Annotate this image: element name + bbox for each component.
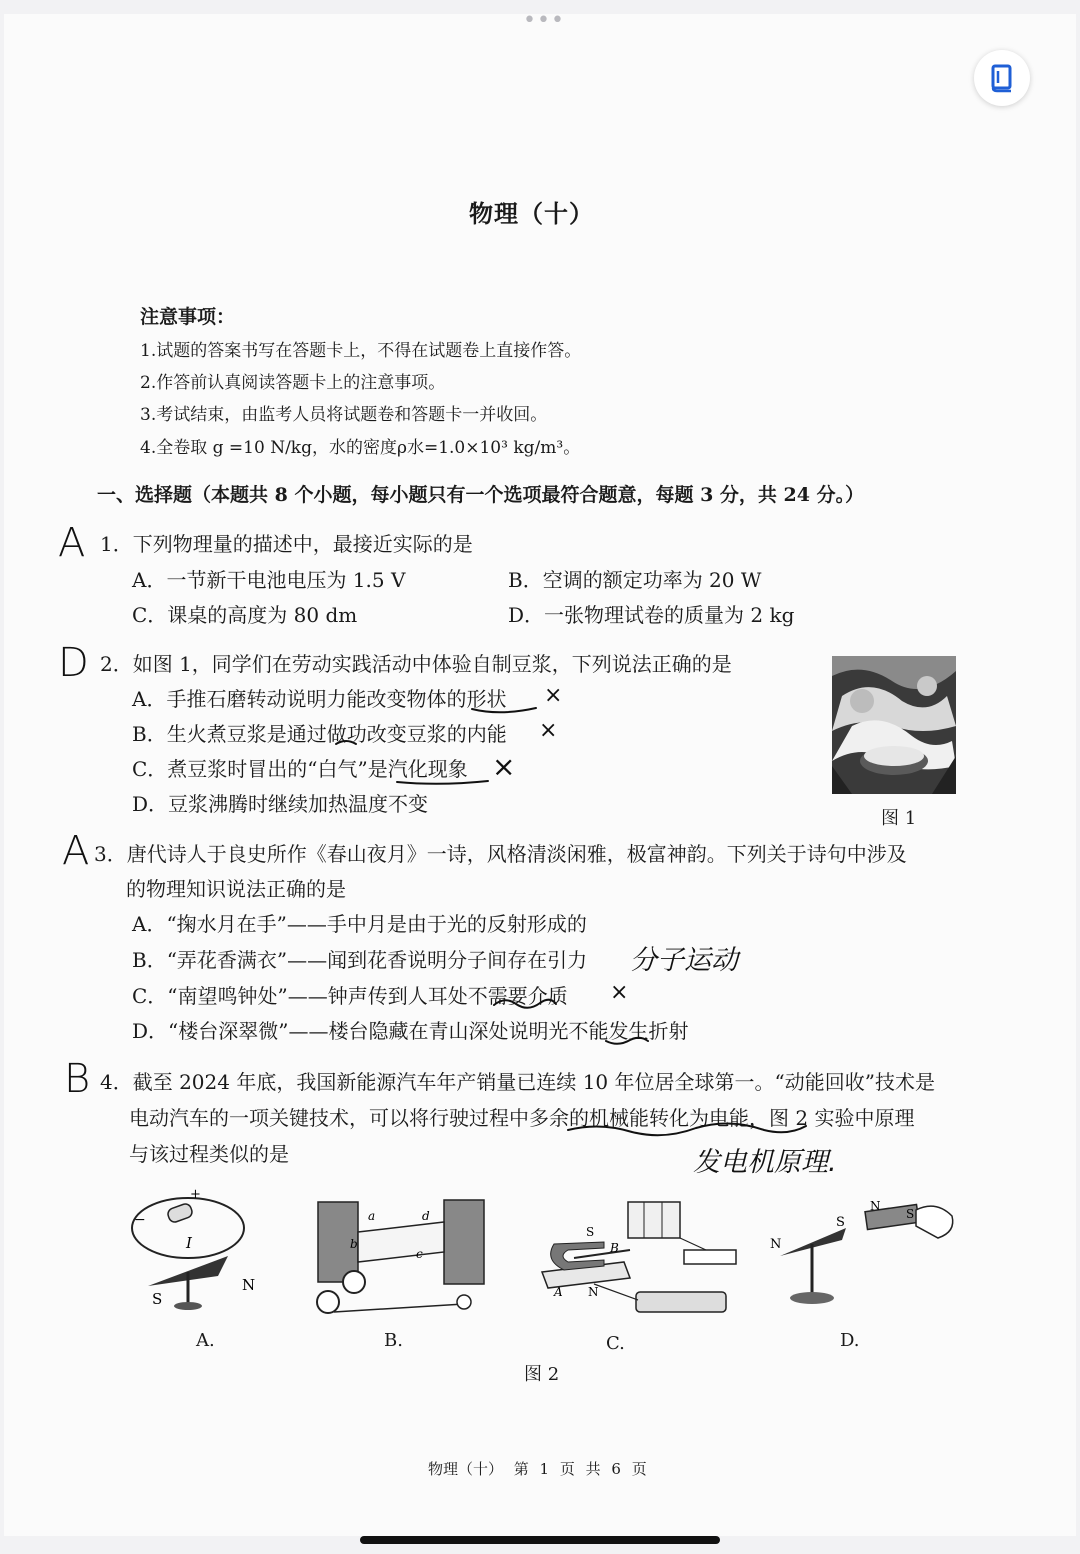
question-2-option-c: C．煮豆浆时冒出的“白气”是汽化现象: [132, 757, 468, 781]
figure-2a-current: I: [186, 1234, 192, 1252]
figure-2b-a: a: [368, 1209, 376, 1223]
notice-item: 4.全卷取 g =10 N/kg，水的密度ρ水=1.0×10³ kg/m³。: [140, 438, 581, 458]
question-4-stem-line3: 与该过程类似的是: [129, 1142, 289, 1166]
figure-2c-south: S: [586, 1225, 595, 1239]
question-3-option-c: C．“南望鸣钟处”——钟声传到人耳处不需要介质: [132, 984, 568, 1008]
figure-2a-diagram: [128, 1186, 256, 1316]
question-4-stem-line1: 4．截至 2024 年底，我国新能源汽车年产销量已连续 10 年位居全球第一。“动能回收”技术是: [100, 1070, 935, 1094]
notice-item: 3.考试结束，由监考人员将试题卷和答题卡一并收回。: [140, 405, 548, 425]
question-2-option-a: A．手推石磨转动说明力能改变物体的形状: [132, 687, 507, 711]
figure-2-option-b: B.: [384, 1330, 403, 1351]
question-1-option-b: B．空调的额定功率为 20 W: [508, 568, 762, 592]
handwritten-answer-q3: A: [62, 828, 90, 874]
page-footer: 物理（十） 第 1 页 共 6 页: [428, 1460, 647, 1478]
figure-2b-c: c: [416, 1247, 423, 1261]
notice-title: 注意事项：: [140, 306, 236, 328]
figure-2c-diagram: [534, 1192, 746, 1322]
question-4-stem-line2: 电动汽车的一项关键技术，可以将行驶过程中多余的机械能转化为电能，图 2 实验中原理: [129, 1106, 915, 1130]
cross-mark: ×: [492, 750, 516, 783]
home-indicator[interactable]: [360, 1536, 720, 1544]
figure-2d-north: N: [770, 1237, 782, 1252]
more-dots-icon[interactable]: •••: [523, 8, 565, 33]
question-3-option-d: D．“楼台深翠微”——楼台隐藏在青山深处说明光不能发生折射: [132, 1019, 689, 1043]
question-3-stem-line2: 的物理知识说法正确的是: [126, 877, 346, 901]
figure-2a-south: S: [152, 1290, 163, 1308]
question-2-stem: 2．如图 1，同学们在劳动实践活动中体验自制豆浆，下列说法正确的是: [100, 652, 732, 676]
handwritten-answer-q4: B: [64, 1056, 91, 1102]
handwritten-answer-q1: A: [58, 520, 86, 566]
cross-mark: ×: [544, 683, 563, 708]
question-2-option-d: D．豆浆沸腾时继续加热温度不变: [132, 792, 429, 816]
figure-2-option-d: D.: [840, 1330, 860, 1351]
figure-2c-b: B: [610, 1241, 619, 1255]
section-title: 一、选择题（本题共 8 个小题，每小题只有一个选项最符合题意，每题 3 分，共 24 分。）: [97, 484, 865, 506]
cross-mark: ×: [539, 718, 558, 743]
question-3-option-a: A．“掬水月在手”——手中月是由于光的反射形成的: [132, 912, 587, 936]
figure-2-option-c: C.: [606, 1333, 625, 1354]
page-title: 物理（十）: [469, 199, 594, 228]
question-1-stem: 1．下列物理量的描述中，最接近实际的是: [100, 532, 473, 556]
figure-2b-b: b: [350, 1237, 358, 1251]
question-1-option-d: D．一张物理试卷的质量为 2 kg: [508, 603, 795, 627]
figure-2a-plus: +: [190, 1187, 201, 1202]
figure-1-caption: 图 1: [881, 808, 917, 829]
figure-2b-d: d: [422, 1209, 430, 1223]
question-1-option-c: C．课桌的高度为 80 dm: [132, 603, 358, 627]
figure-2d-magnet-south: S: [906, 1207, 915, 1221]
handwritten-note-q4: 发电机原理.: [693, 1147, 837, 1178]
figure-2b-diagram: [316, 1192, 488, 1320]
notice-item: 1.试题的答案书写在答题卡上，不得在试题卷上直接作答。: [140, 341, 582, 361]
handwritten-answer-q2: D: [58, 640, 89, 686]
question-1-option-a: A．一节新干电池电压为 1.5 V: [132, 568, 406, 592]
figure-2d-south: S: [836, 1215, 845, 1230]
figure-2-option-a: A.: [196, 1330, 215, 1351]
handwritten-note-q3: 分子运动: [630, 945, 738, 976]
figure-2-caption: 图 2: [524, 1364, 560, 1385]
notice-item: 2.作答前认真阅读答题卡上的注意事项。: [140, 373, 446, 393]
figure-2c-north: N: [588, 1285, 599, 1299]
question-3-stem-line1: 3．唐代诗人于良史所作《春山夜月》一诗，风格清淡闲雅，极富神韵。下列关于诗句中涉及: [94, 842, 907, 866]
figure-2a-north: N: [242, 1276, 256, 1294]
figure-2d-diagram: [766, 1196, 960, 1310]
question-3-option-b: B．“弄花香满衣”——闻到花香说明分子间存在引力: [132, 948, 588, 972]
figure-2c-a: A: [554, 1285, 563, 1299]
question-2-option-b: B．生火煮豆浆是通过做功改变豆浆的内能: [132, 722, 507, 746]
figure-2a-minus: −: [134, 1212, 146, 1228]
figure-2d-magnet-north: N: [870, 1199, 881, 1213]
cross-mark: ×: [610, 980, 629, 1005]
